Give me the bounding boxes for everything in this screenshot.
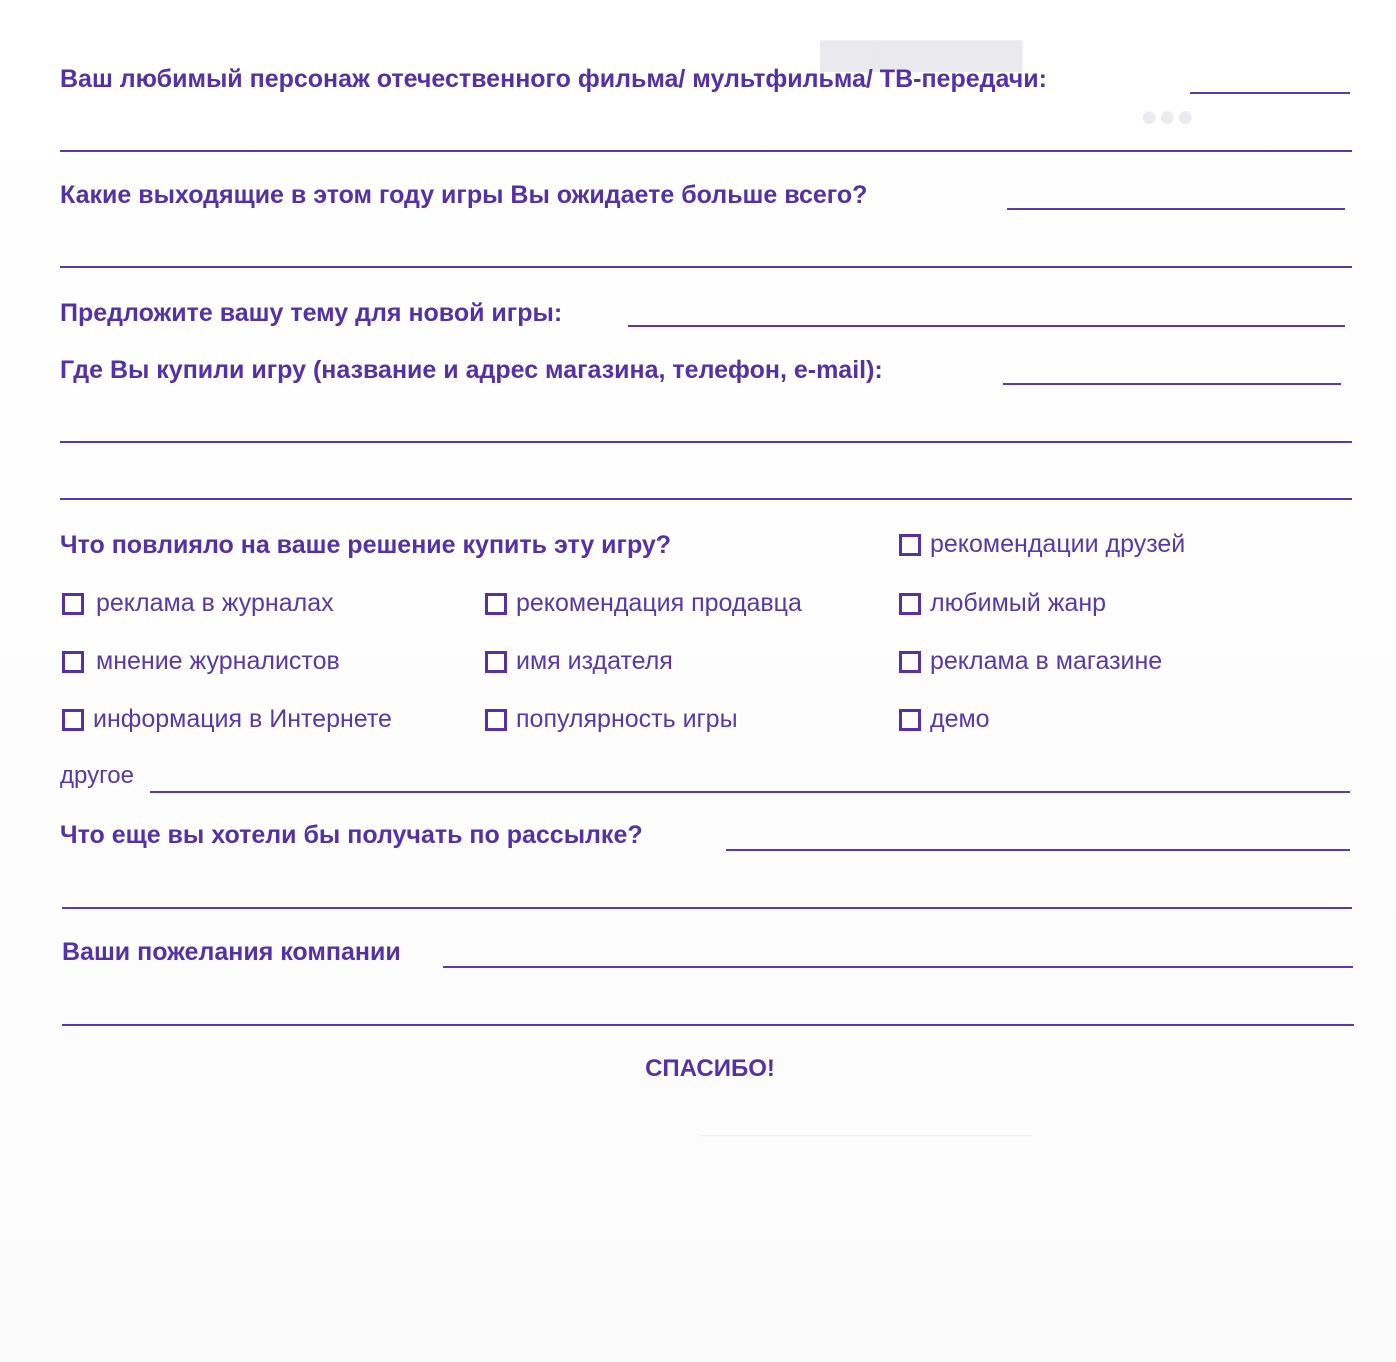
- option-publisher[interactable]: [485, 647, 673, 676]
- question-new-game-theme: Предложите вашу тему для новой игры:: [60, 299, 563, 327]
- option-label: реклама в магазине: [930, 647, 1163, 675]
- answer-line[interactable]: [60, 266, 1352, 268]
- option-internet[interactable]: [62, 705, 392, 734]
- question-awaited-games: Какие выходящие в этом году игры Вы ожидаете больше всего?: [60, 181, 868, 209]
- answer-line[interactable]: [60, 498, 1352, 500]
- option-label: рекомендация продавца: [516, 589, 802, 617]
- checkbox[interactable]: [62, 709, 84, 731]
- answer-line[interactable]: [628, 325, 1345, 327]
- option-seller[interactable]: [485, 589, 802, 618]
- show-through-decoration: ──────────────────────────: [700, 1125, 1032, 1145]
- show-through-decoration: ●●●: [1140, 100, 1195, 133]
- checkbox[interactable]: [485, 651, 507, 673]
- checkbox[interactable]: [899, 534, 921, 556]
- option-label: информация в Интернете: [93, 705, 392, 733]
- answer-line[interactable]: [443, 966, 1353, 968]
- option-magazine-ads[interactable]: [62, 589, 334, 618]
- answer-line[interactable]: [150, 791, 1350, 793]
- answer-line[interactable]: [1007, 208, 1345, 210]
- answer-line[interactable]: [1190, 92, 1350, 94]
- option-label: имя издателя: [516, 647, 673, 675]
- answer-line[interactable]: [62, 907, 1352, 909]
- option-friends[interactable]: [899, 530, 1185, 559]
- checkbox[interactable]: [485, 593, 507, 615]
- question-where-bought: Где Вы купили игру (название и адрес магазина, телефон, e-mail):: [60, 356, 883, 384]
- option-label: рекомендации друзей: [930, 530, 1186, 558]
- option-label: демо: [930, 705, 990, 733]
- checkbox[interactable]: [62, 593, 84, 615]
- question-newsletter: Что еще вы хотели бы получать по рассылке?: [60, 821, 643, 849]
- answer-line[interactable]: [62, 1024, 1354, 1026]
- other-label: другое: [60, 762, 135, 789]
- answer-line[interactable]: [60, 150, 1352, 152]
- checkbox[interactable]: [899, 651, 921, 673]
- answer-line[interactable]: [1003, 383, 1341, 385]
- option-label: мнение журналистов: [96, 647, 340, 675]
- checkbox[interactable]: [899, 593, 921, 615]
- option-journalists[interactable]: [62, 647, 340, 676]
- show-through-decoration: ███████████: [820, 40, 1023, 70]
- question-favorite-character: Ваш любимый персонаж отечественного фильма/ мультфильма/ ТВ-передачи:: [60, 65, 1047, 93]
- option-label: популярность игры: [516, 705, 738, 733]
- checkbox[interactable]: [899, 709, 921, 731]
- option-store-ads[interactable]: [899, 647, 1162, 676]
- thanks-text: СПАСИБО!: [645, 1055, 775, 1082]
- option-popularity[interactable]: [485, 705, 738, 734]
- option-label: реклама в журналах: [96, 589, 334, 617]
- answer-line[interactable]: [726, 849, 1350, 851]
- option-label: любимый жанр: [930, 589, 1107, 617]
- answer-line[interactable]: [60, 441, 1352, 443]
- checkbox[interactable]: [62, 651, 84, 673]
- question-wishes: Ваши пожелания компании: [62, 938, 401, 966]
- question-purchase-reason: Что повлияло на ваше решение купить эту игру?: [60, 531, 672, 559]
- option-demo[interactable]: [899, 705, 990, 734]
- option-genre[interactable]: [899, 589, 1106, 618]
- checkbox[interactable]: [485, 709, 507, 731]
